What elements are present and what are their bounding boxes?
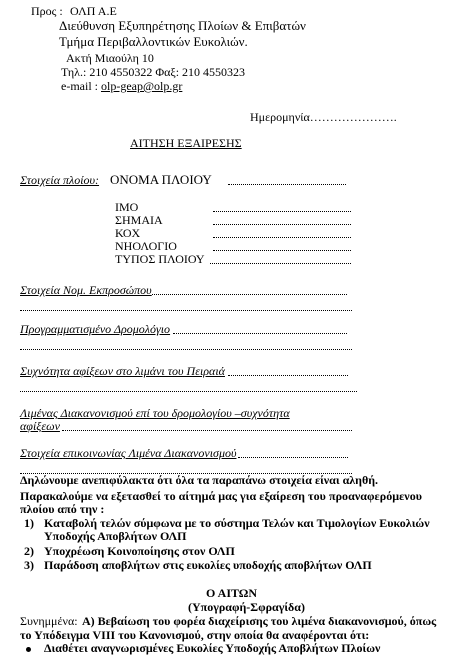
attachment-a-line1: Α) Βεβαίωση του φορέα διαχείρισης του λιμένα διακανονισμού, όπως <box>82 614 437 628</box>
legal-rep-dotline-2 <box>20 310 352 311</box>
obligation-1-num: 1) <box>24 516 34 530</box>
legal-rep-dotline <box>152 294 347 295</box>
email-link[interactable]: olp-geap@olp.gr <box>100 79 183 93</box>
contact-dotline <box>238 457 348 458</box>
registry-dotline <box>213 250 351 251</box>
obligation-1-line1: Καταβολή τελών σύμφωνα με το σύστημα Τελών και Τιμολογίων Ευκολιών <box>44 516 430 530</box>
attachments-label: Συνημμένα: <box>20 614 78 628</box>
attachment-bullet-1: Διαθέτει αναγνωρισμένες Ευκολίες Υποδοχής Αποβλήτων Πλοίων <box>44 641 381 655</box>
frequency-dotline-2 <box>20 391 357 392</box>
obligation-1-line2: Υποδοχής Αποβλήτων ΟΛΠ <box>44 529 187 543</box>
request-line-2: πλοίου από την : <box>20 502 105 516</box>
itinerary-dotline-2 <box>20 349 352 350</box>
settlement-port-label-a: Λιμένας Διακανονισμού επί του δρομολογίου –συχνότητα <box>20 406 290 420</box>
imo-dotline <box>213 211 351 212</box>
field-kox: ΚΟΧ <box>115 226 141 240</box>
attachment-a-line2: το Υπόδειγμα VIII του Κανονισμού, στην οποία θα αναφέρονται ότι: <box>20 628 370 642</box>
recipient-department: Τμήμα Περιβαλλοντικών Ευκολιών. <box>59 34 248 49</box>
signature-label: (Υπογραφή-Σφραγίδα) <box>188 600 305 614</box>
itinerary-label: Προγραμματισμένο Δρομολόγιο <box>20 322 171 336</box>
email-label: e-mail : <box>61 79 98 93</box>
flag-dotline <box>213 224 351 225</box>
ship-section-label: Στοιχεία πλοίου: <box>20 173 100 187</box>
obligation-2-num: 2) <box>24 544 34 558</box>
page-title: ΑΙΤΗΣΗ ΕΞΑΙΡΕΣΗΣ <box>130 136 242 150</box>
field-registry: ΝΗΟΛΟΓΙΟ <box>115 239 177 253</box>
ship-type-dotline <box>210 263 351 264</box>
frequency-label: Συχνότητα αφίξεων στο λιμάνι του Πειραιά <box>20 364 225 378</box>
to-label: Προς : <box>31 4 63 18</box>
itinerary-dotline <box>173 333 347 334</box>
recipient-email-row <box>61 79 182 94</box>
kox-dotline <box>213 237 351 238</box>
obligation-2-line1: Υποχρέωση Κοινοποίησης στον ΟΛΠ <box>44 544 235 558</box>
settlement-port-label-b: αφίξεων <box>20 419 60 433</box>
applicant-heading: Ο ΑΙΤΩΝ <box>206 586 258 600</box>
request-line-1: Παρακαλούμε να εξετασθεί το αίτημά μας για εξαίρεση του προαναφερόμενου <box>20 489 423 503</box>
recipient-address: Ακτή Μιαούλη 10 <box>66 51 154 65</box>
bullet-icon <box>26 647 31 652</box>
frequency-dotline <box>228 375 348 376</box>
declaration-text: Δηλώνουμε ανεπιφύλακτα ότι όλα τα παραπάνω στοιχεία είναι αληθή. <box>20 473 379 487</box>
recipient-directorate: Διεύθυνση Εξυπηρέτησης Πλοίων & Επιβατών <box>59 18 306 33</box>
contact-label: Στοιχεία επικοινωνίας Λιμένα Διακανονισμού <box>20 446 237 460</box>
field-flag: ΣΗΜΑΙΑ <box>115 213 163 227</box>
recipient-org: ΟΛΠ Α.Ε <box>70 4 117 18</box>
obligation-3-line1: Παράδοση αποβλήτων στις ευκολίες υποδοχής αποβλήτων ΟΛΠ <box>44 558 372 572</box>
legal-rep-label: Στοιχεία Νομ. Εκπροσώπου <box>20 283 152 297</box>
settlement-port-dotline <box>62 430 352 431</box>
field-ship-type: ΤΥΠΟΣ ΠΛΟΙΟΥ <box>115 252 205 266</box>
obligation-3-num: 3) <box>24 558 34 572</box>
ship-name-label: ΟΝΟΜΑ ΠΛΟΙΟΥ <box>110 172 212 187</box>
field-imo: ΙΜΟ <box>115 200 139 214</box>
date-field: Ημερομηνία…………………. <box>250 110 397 124</box>
recipient-phone-fax: Τηλ.: 210 4550322 Φαξ: 210 4550323 <box>61 65 246 79</box>
ship-name-dotline <box>228 184 346 185</box>
